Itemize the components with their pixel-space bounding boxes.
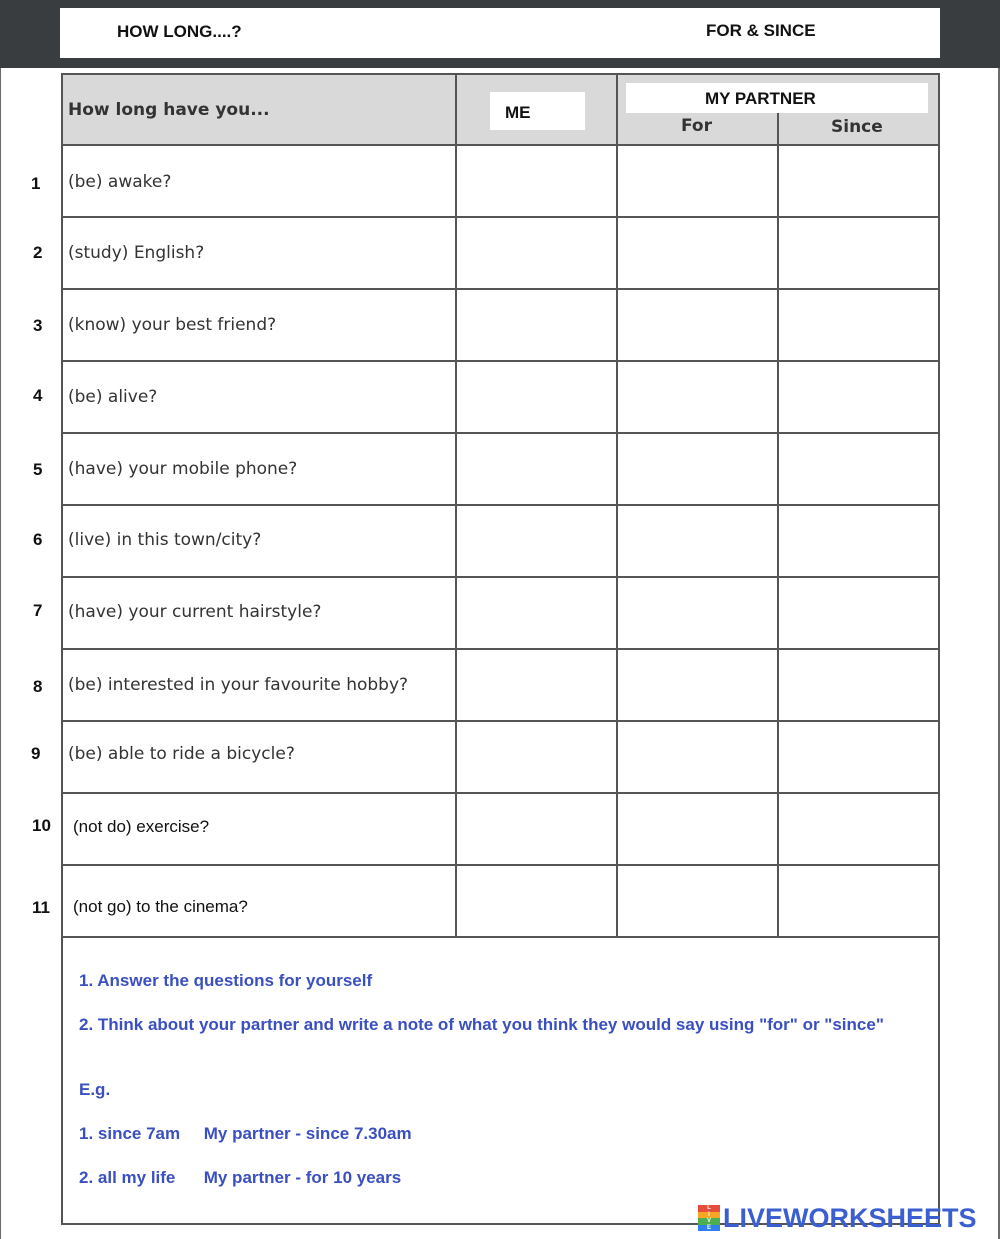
question-text: (not do) exercise? — [73, 817, 210, 836]
brand-badge-letter: E — [698, 1225, 720, 1232]
grid-line — [61, 576, 940, 578]
instruction-line: 2. Think about your partner and write a note of what you think they would say using "for" or "since" — [79, 1015, 884, 1034]
grid-line — [61, 864, 940, 866]
row-number: 6 — [33, 530, 43, 549]
title-for-since: FOR & SINCE — [706, 21, 816, 40]
grid-line — [61, 360, 940, 362]
question-text: (be) able to ride a bicycle? — [68, 744, 295, 764]
row-number: 10 — [32, 816, 51, 835]
title-how-long: HOW LONG....? — [117, 22, 242, 41]
row-number: 3 — [33, 316, 43, 335]
header-since: Since — [831, 117, 883, 137]
instruction-line: 1. Answer the questions for yourself — [79, 971, 373, 990]
question-text: (have) your mobile phone? — [68, 459, 298, 479]
question-text: (study) English? — [68, 243, 205, 263]
header-me: ME — [505, 103, 531, 122]
brand-badge-letter: L — [698, 1205, 720, 1212]
grid-line — [61, 936, 940, 938]
brand-name: LIVEWORKSHEETS — [723, 1202, 977, 1233]
liveworksheets-logo — [698, 1203, 977, 1233]
header-my-partner: MY PARTNER — [705, 89, 816, 108]
brand-badge-letter: I — [698, 1212, 720, 1219]
grid-line — [938, 146, 940, 1225]
question-text: (have) your current hairstyle? — [68, 602, 322, 622]
grid-line — [61, 432, 940, 434]
instruction-line: E.g. — [79, 1080, 111, 1099]
grid-line — [777, 113, 779, 938]
page-left-border — [0, 68, 1, 1239]
grid-line — [61, 504, 940, 506]
question-text: (be) interested in your favourite hobby? — [68, 675, 409, 695]
row-number: 11 — [32, 898, 50, 917]
row-number: 7 — [33, 601, 43, 620]
row-number: 8 — [33, 677, 43, 696]
row-number: 4 — [33, 386, 43, 405]
header-for: For — [681, 116, 712, 136]
grid-line — [61, 288, 940, 290]
instruction-line: 1. since 7am My partner - since 7.30am — [79, 1124, 412, 1143]
brand-badge-icon — [698, 1205, 720, 1231]
grid-line — [61, 648, 940, 650]
question-text: (be) awake? — [68, 172, 172, 192]
question-text: (not go) to the cinema? — [73, 897, 248, 916]
question-text: (be) alive? — [68, 387, 158, 407]
row-number: 2 — [33, 243, 43, 262]
question-text: (know) your best friend? — [68, 315, 277, 335]
row-number: 9 — [31, 744, 41, 763]
header-question-col: How long have you... — [68, 100, 270, 120]
row-number: 5 — [33, 460, 43, 479]
question-text: (live) in this town/city? — [68, 530, 262, 550]
row-number: 1 — [31, 174, 41, 193]
instruction-line: 2. all my life My partner - for 10 years — [79, 1168, 402, 1187]
grid-line — [61, 146, 63, 1225]
grid-line — [61, 720, 940, 722]
grid-line — [61, 792, 940, 794]
grid-line — [61, 216, 940, 218]
brand-badge-letter: V — [698, 1218, 720, 1225]
